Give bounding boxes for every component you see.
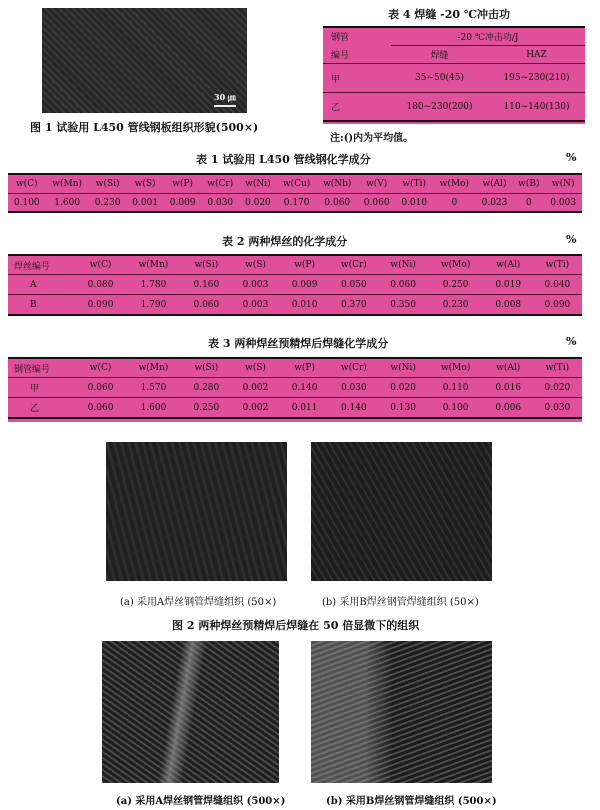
table2-cell: 0.008 [484,295,533,316]
table3-header-row [8,358,582,378]
table2-cell: 0.050 [329,275,378,295]
table3-cell: 0.110 [428,378,484,398]
table4-head-left-bottom: 编号 [331,50,350,61]
table2-header-cell: w(Ni) [379,255,428,275]
table4-head-group: -20 ℃冲击功/J [391,27,585,46]
table1-header-cell: w(Nb) [317,174,358,194]
table1-value-cell: 0.023 [476,194,514,213]
table2-header-cell: w(Mn) [125,255,182,275]
table1-title: 表 1 试验用 L450 管线钢化学成分 [196,153,371,166]
table2-header-cell: w(Mo) [428,255,484,275]
table2-cell: 0.003 [231,295,280,316]
table3-cell: 0.130 [379,398,428,419]
table2-cell: 0.010 [280,295,329,316]
table1-header-cell: w(S) [126,174,164,194]
table4-title: 表 4 焊缝 -20 ℃冲击功 [388,8,511,21]
table1-value-cell: 0.170 [277,194,317,213]
table2-header-cell: w(Si) [182,255,231,275]
table3-header-cell: w(Ni) [379,358,428,378]
table1-value-cell: 0.003 [544,194,582,213]
table3-cell: 0.140 [329,398,378,419]
table4-col-weld: 焊缝 [391,46,488,64]
table3-cell: 0.100 [428,398,484,419]
table1-value-cell: 0.010 [395,194,433,213]
table2-cell: 0.350 [379,295,428,316]
table2-cell: 0.160 [182,275,231,295]
fig3a-micrograph [102,641,279,783]
table4-row0-haz: 195~230(210) [488,64,585,93]
table1-header-cell: w(Ni) [239,174,277,194]
table2-header-cell: 焊丝编号 [8,255,76,275]
table1-value-cell: 0.100 [8,194,46,213]
table3-cell: 0.006 [484,398,533,419]
table-row [323,93,585,122]
fig2b-caption: (b) 采用B焊丝钢管焊缝组织 (50×) [322,597,479,608]
table2-cell: 0.230 [428,295,484,316]
table3-cell: 0.030 [329,378,378,398]
table-row [8,378,582,398]
table3-header-cell: w(Mn) [125,358,182,378]
table1-value-cell: 0 [433,194,476,213]
table3-header-cell: w(Si) [182,358,231,378]
table2-cell: 1.780 [125,275,182,295]
table3-cell: 乙 [8,398,76,419]
table-row [8,295,582,316]
table2-header-cell: w(P) [280,255,329,275]
table2-cell: 0.090 [533,295,582,316]
table4-row0-weld: 35~50(45) [391,64,488,93]
table3 [8,357,582,422]
table1-header-cell: w(Cu) [277,174,317,194]
table3-cell: 1.570 [125,378,182,398]
fig1-micrograph [42,8,247,113]
table2-header-cell: w(C) [76,255,125,275]
fig1-scale-label: 30 ㎛ [214,92,236,102]
table4-col-haz: HAZ [488,46,585,64]
table1-header-cell: w(Cr) [201,174,239,194]
table3-header-cell: w(S) [231,358,280,378]
table1-header-cell: w(C) [8,174,46,194]
fig3a-caption: (a) 采用A焊丝钢管焊缝组织 (500×) [116,796,286,807]
table3-cell: 0.060 [76,398,125,419]
table1-value-cell: 0.020 [239,194,277,213]
table3-header-cell: w(Mo) [428,358,484,378]
fig2a-caption: (a) 采用A焊丝钢管焊缝组织 (50×) [120,597,277,608]
table2-cell: 0.060 [182,295,231,316]
table3-cell: 0.011 [280,398,329,419]
table-row [8,275,582,295]
fig2-title: 图 2 两种焊丝预精焊后焊缝在 50 倍显微下的组织 [172,619,420,632]
table2 [8,254,582,314]
table2-header-cell: w(Al) [484,255,533,275]
table3-header-cell: w(Al) [484,358,533,378]
table1-value-cell: 0.009 [164,194,202,213]
table2-cell: 0.080 [76,275,125,295]
fig3b-caption: (b) 采用B焊丝钢管焊缝组织 (500×) [326,796,497,807]
table2-cell: 0.003 [231,275,280,295]
fig2a-micrograph [106,442,287,581]
table3-cell: 0.002 [231,398,280,419]
table1-value-cell: 1.600 [46,194,89,213]
table1-value-cell: 0.001 [126,194,164,213]
table3-header-cell: w(C) [76,358,125,378]
table1-header-cell: w(Mo) [433,174,476,194]
table1 [8,173,582,213]
table2-cell: 0.090 [76,295,125,316]
table2-cell: 0.370 [329,295,378,316]
table2-cell: 0.250 [428,275,484,295]
table2-header-cell: w(Cr) [329,255,378,275]
table1-header-cell: w(B) [513,174,544,194]
table3-header-cell: 钢管编号 [8,358,76,378]
fig1-scale-bar [214,105,236,107]
table1-header-cell: w(P) [164,174,202,194]
fig3b-micrograph [311,641,492,783]
table2-header-row [8,255,582,275]
table3-header-cell: w(Cr) [329,358,378,378]
table3-cell: 0.002 [231,378,280,398]
table3-header-cell: w(Ti) [533,358,582,378]
table2-cell: 1.790 [125,295,182,316]
table1-header-cell: w(Si) [89,174,127,194]
table3-title: 表 3 两种焊丝预精焊后焊缝化学成分 [208,337,389,350]
table-row [8,194,582,213]
table3-cell: 0.280 [182,378,231,398]
table3-cell: 0.016 [484,378,533,398]
table3-header-cell: w(P) [280,358,329,378]
table4-row1-haz: 110~140(130) [488,93,585,122]
table4-row0-id: 甲 [323,64,391,93]
table2-header-cell: w(S) [231,255,280,275]
table2-cell: 0.019 [484,275,533,295]
table3-cell: 甲 [8,378,76,398]
table1-header-cell: w(N) [544,174,582,194]
table1-value-cell: 0.230 [89,194,127,213]
table3-cell: 0.030 [533,398,582,419]
table3-cell: 0.020 [379,378,428,398]
table4-row1-id: 乙 [323,93,391,122]
fig1-caption: 图 1 试验用 L450 管线钢板组织形貌(500×) [30,121,259,134]
table2-header-cell: w(Ti) [533,255,582,275]
table-row [323,64,585,93]
table1-value-cell: 0 [513,194,544,213]
table2-cell: A [8,275,76,295]
table-row [8,398,582,419]
table2-cell: 0.040 [533,275,582,295]
table2-unit: % [566,233,577,246]
table1-value-cell: 0.060 [317,194,358,213]
table1-unit: % [566,151,577,164]
table3-cell: 0.140 [280,378,329,398]
table3-unit: % [566,335,577,348]
table1-value-cell: 0.030 [201,194,239,213]
table1-header-cell: w(Al) [476,174,514,194]
table4-head-left-top: 钢管 [323,27,391,46]
table3-cell: 0.060 [76,378,125,398]
table2-cell: B [8,295,76,316]
table2-cell: 0.009 [280,275,329,295]
table4-row1-weld: 180~230(200) [391,93,488,122]
table2-title: 表 2 两种焊丝的化学成分 [222,235,348,248]
table3-cell: 0.250 [182,398,231,419]
table1-header-cell: w(Ti) [395,174,433,194]
table4-note: 注:()内为平均值。 [330,133,414,144]
table1-header-row [8,174,582,194]
table3-cell: 1.600 [125,398,182,419]
table1-header-cell: w(Mn) [46,174,89,194]
table4 [323,26,585,124]
table3-cell: 0.020 [533,378,582,398]
table1-header-cell: w(V) [358,174,396,194]
fig2b-micrograph [311,442,492,581]
table2-cell: 0.060 [379,275,428,295]
table1-value-cell: 0.060 [358,194,396,213]
